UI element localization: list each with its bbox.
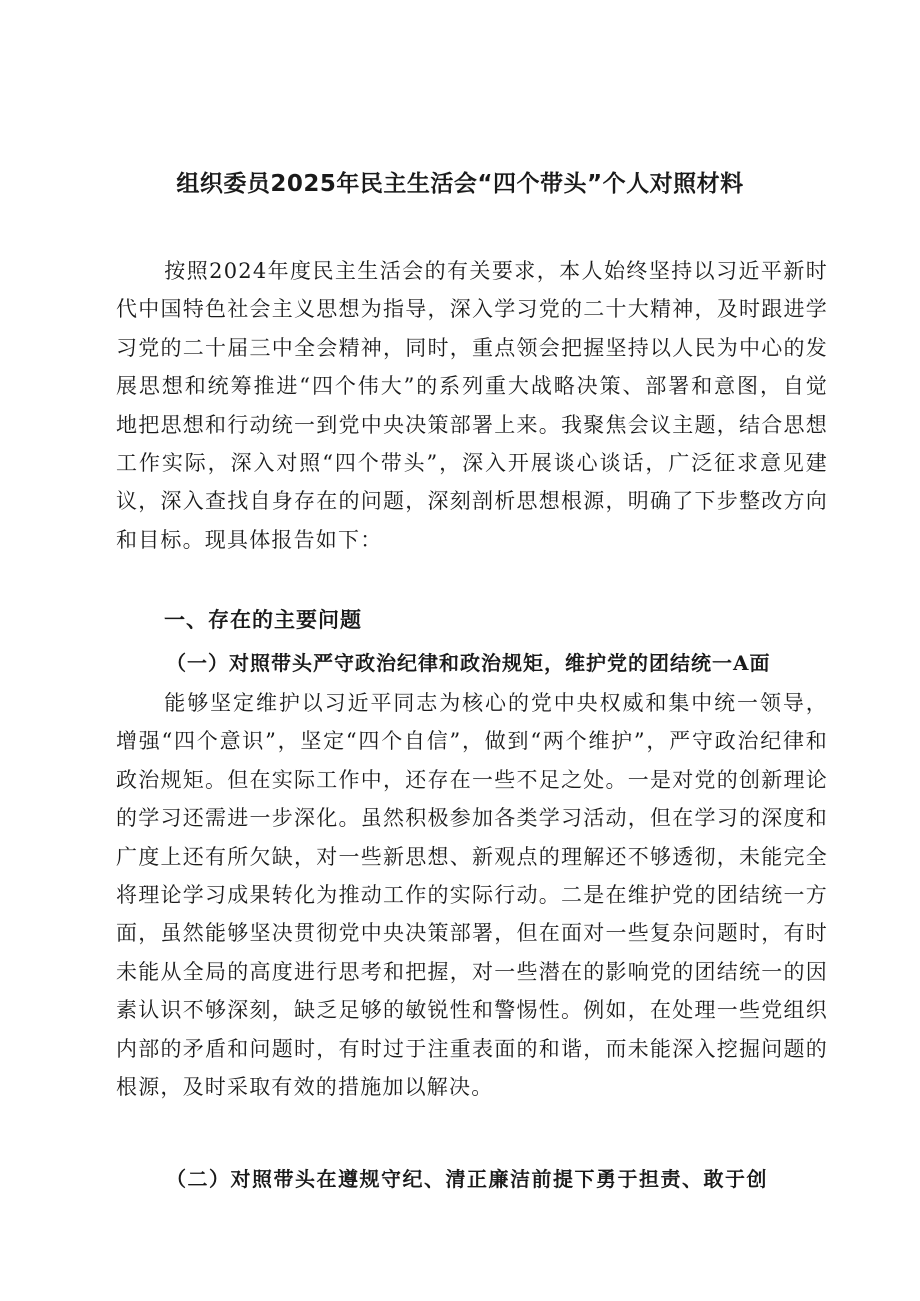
subsection-heading-integrity: （二）对照带头在遵规守纪、清正廉洁前提下勇于担责、敢于创	[166, 1167, 768, 1191]
section-heading-problems: 一、存在的主要问题	[164, 608, 362, 632]
subsection-paragraph-political-discipline: 能够坚定维护以习近平同志为核心的党中央权威和集中统一领导，增强“四个意识”，坚定“四个自信”，做到“两个维护”，严守政治纪律和政治规矩。但在实际工作中，还存在一些不足之处。一是对党的创新理论的学习还需进一步深化。虽然积极参加各类学习活动，但在学习的深度和广度上还有所欠缺，对一些新思想、新观点的理解还不够透彻，未能完全将理论学习成果转化为推动工作的实际行动。二是在维护党的团结统一方面，虽然能够坚决贯彻党中央决策部署，但在面对一些复杂问题时，有时未能从全局的高度进行思考和把握，对一些潜在的影响党的团结统一的因素认识不够深刻，缺乏足够的敏锐性和警惕性。例如，在处理一些党组织内部的矛盾和问题时，有时过于注重表面的和谐，而未能深入挖掘问题的根源，及时采取有效的措施加以解决。	[116, 691, 828, 1100]
subsection-heading-political-discipline: （一）对照带头严守政治纪律和政治规矩，维护党的团结统一A面	[166, 651, 771, 675]
intro-paragraph: 按照2024年度民主生活会的有关要求，本人始终坚持以习近平新时代中国特色社会主义思想为指导，深入学习党的二十大精神，及时跟进学习党的二十届三中全会精神，同时，重点领会把握坚持以人民为中心的发展思想和统筹推进“四个伟大”的系列重大战略决策、部署和意图，自觉地把思想和行动统一到党中央决策部署上来。我聚焦会议主题，结合思想工作实际，深入对照“四个带头”，深入开展谈心谈话，广泛征求意见建议，深入查找自身存在的问题，深刻剖析思想根源，明确了下步整改方向和目标。现具体报告如下：	[116, 259, 828, 552]
document-title: 组织委员2025年民主生活会“四个带头”个人对照材料	[176, 171, 744, 197]
